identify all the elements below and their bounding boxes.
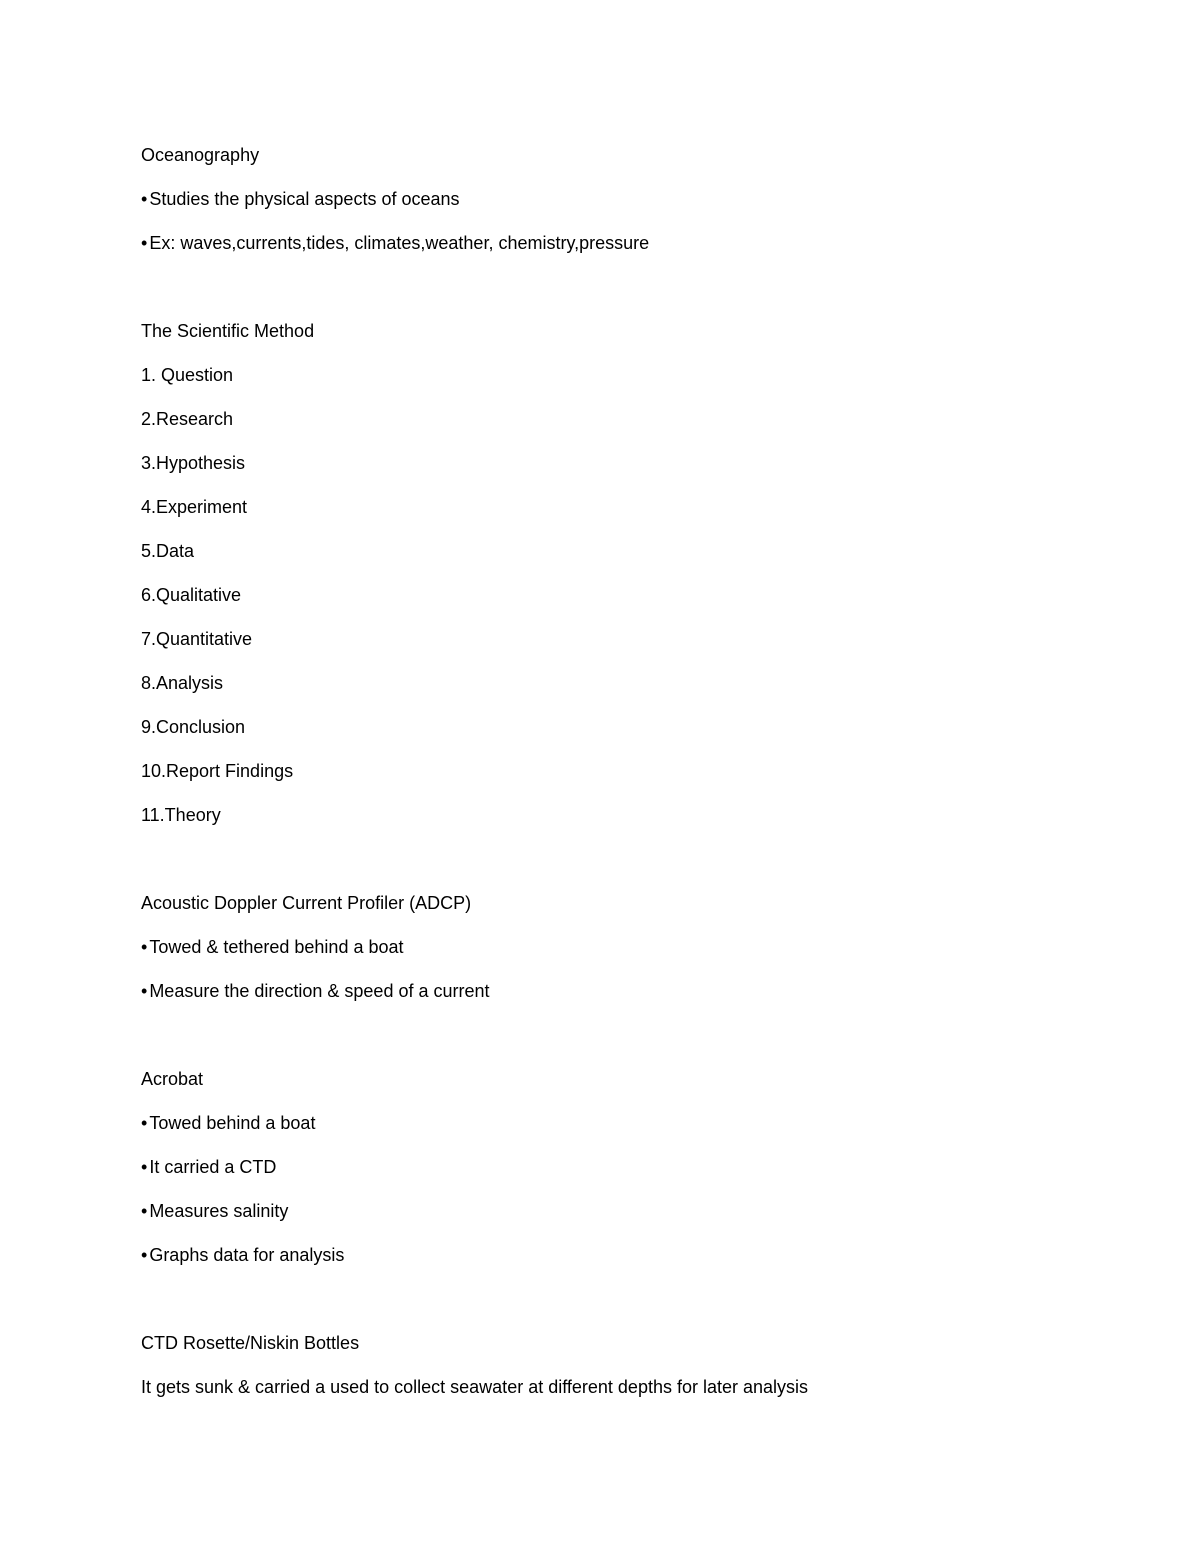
bullet-item: • Studies the physical aspects of oceans: [141, 187, 1101, 211]
numbered-step: 9.Conclusion: [141, 717, 246, 737]
numbered-step: 6.Qualitative: [141, 585, 242, 605]
numbered-step: 2.Research: [141, 409, 234, 429]
numbered-step: 4.Experiment: [141, 497, 248, 517]
section-spacer: [141, 1287, 1101, 1331]
section-heading-oceanography: Oceanography: [141, 145, 260, 165]
numbered-step: 10.Report Findings: [141, 761, 294, 781]
bullet-item: • Measures salinity: [141, 1199, 1101, 1223]
section-heading-scientific-method: The Scientific Method: [141, 321, 315, 341]
bullet-item: • It carried a CTD: [141, 1155, 1101, 1179]
bullet-item: • Measure the direction & speed of a current: [141, 979, 1101, 1003]
numbered-step: 11.Theory: [141, 805, 221, 825]
section-heading-acrobat: Acrobat: [141, 1069, 204, 1089]
bullet-item: • Graphs data for analysis: [141, 1243, 1101, 1267]
section-spacer: [141, 847, 1101, 891]
numbered-step: 7.Quantitative: [141, 629, 253, 649]
bullet-item: • Towed behind a boat: [141, 1111, 1101, 1135]
numbered-step: 3.Hypothesis: [141, 453, 246, 473]
section-spacer: [141, 275, 1101, 319]
section-spacer: [141, 1023, 1101, 1067]
numbered-step: 1. Question: [141, 365, 234, 385]
section-heading-ctd-rosette: CTD Rosette/Niskin Bottles: [141, 1333, 360, 1353]
paragraph-text: It gets sunk & carried a used to collect seawater at different depths for later analysis: [141, 1377, 809, 1397]
section-heading-adcp: Acoustic Doppler Current Profiler (ADCP): [141, 893, 472, 913]
bullet-item: • Ex: waves,currents,tides, climates,weather, chemistry,pressure: [141, 231, 1101, 255]
bullet-item: • Towed & tethered behind a boat: [141, 935, 1101, 959]
numbered-step: 5.Data: [141, 541, 195, 561]
document-content: [141, 143, 1101, 1419]
numbered-step: 8.Analysis: [141, 673, 224, 693]
